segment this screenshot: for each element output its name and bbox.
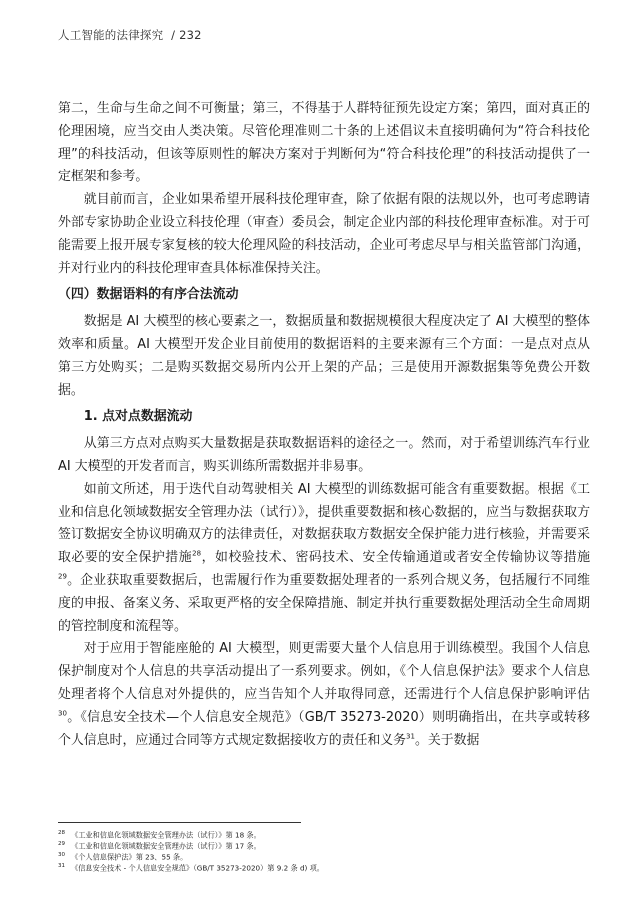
footnote-ref-29[interactable]: 29 <box>58 572 67 581</box>
footnote-ref-30[interactable]: 30 <box>58 709 67 718</box>
footnote-ref-28[interactable]: 28 <box>192 549 202 558</box>
paragraph-data-sources: 数据是 AI 大模型的核心要素之一，数据质量和数据规模很大程度决定了 AI 大模型的整体效率和质量。AI 大模型开发企业目前使用的数据语料的主要来源有三个方面：一是点对点从第三方处购买；二是购买数据交易所内公开上架的产品；三是使用开源数据集等免费公开数据。 <box>58 314 590 398</box>
paragraph-personal-info: 对于应用于智能座舱的 AI 大模型，则更需要大量个人信息用于训练模型。我国个人信息保护制度对个人信息的共享活动提出了一系列要求。例如，《个人信息保护法》要求个人信息处理者将个人信息对外提供的，应当告知个人并取得同意，还需进行个人信息保护影响评估$^{30}$。《信息安全技术—个人信息安全规范》（GB/T 35273-2020）则明确指出，在共享或转移个人信息时，应通过合同等方式规定数据接收方的责任和义务$^{31}$。关于数据 <box>58 641 590 748</box>
paragraph-ethics-review: 就目前而言，企业如果希望开展科技伦理审查，除了依据有限的法规以外，也可考虑聘请外部专家协助企业设立科技伦理（审查）委员会，制定企业内部的科技伦理审查标准。对于可能需要上报开展专家复核的较大伦理风险的科技活动，企业可考虑尽早与相关监管部门沟通，并对行业内的科技伦理审查具体标准保持关注。 <box>58 192 590 276</box>
page-number: / 232 <box>171 28 202 42</box>
section-heading: （四）数据语料的有序合法流动 <box>58 287 239 303</box>
paragraph-third-party: 从第三方点对点购买大量数据是获取数据语料的途径之一。然而，对于希望训练汽车行业 AI 大模型的开发者而言，购买训练所需数据并非易事。 <box>58 436 590 474</box>
footnote-29: $^{29}$ 《工业和信息化领域数据安全管理办法（试行）》第 17 条。 <box>58 840 261 851</box>
body-text <box>58 98 590 752</box>
footnote-30: $^{30}$ 《个人信息保护法》第 23、55 条。 <box>58 851 188 862</box>
running-header <box>58 27 202 43</box>
footnote-ref-31[interactable]: 31 <box>406 732 415 741</box>
book-title: 人工智能的法律探究 <box>58 28 164 42</box>
footnotes <box>58 829 590 873</box>
paragraph-important-data: 如前文所述，用于迭代自动驾驶相关 AI 大模型的训练数据可能含有重要数据。根据《工业和信息化领域数据安全管理办法（试行）》，提供重要数据和核心数据的，应当与数据获取方签订数据安全协议明确双方的法律责任，对数据获取方数据安全保护能力进行核验，并需要采取必要的安全保护措施$^{28}$，如校验技术、密码技术、安全传输通道或者安全传输协议等措施$^{29}$。企业获取重要数据后，也需履行作为重要数据处理者的一系列合规义务，包括履行不同维度的申报、备案义务、采取更严格的安全保障措施、制定并执行重要数据处理活动全生命周期的管控制度和流程等。 <box>58 481 591 634</box>
paragraph-continuation: 第二，生命与生命之间不可衡量；第三，不得基于人群特征预先设定方案；第四，面对真正的伦理困境，应当交由人类决策。尽管伦理准则二十条的上述倡议未直接明确何为“符合科技伦理”的科技活动，但该等原则性的解决方案对于判断何为“符合科技伦理”的科技活动提供了一定框架和参考。 <box>58 101 590 185</box>
subsection-heading: 1. 点对点数据流动 <box>83 409 193 425</box>
footnote-31: $^{31}$ 《信息安全技术 - 个人信息安全规范》（GB/T 35273-2020）第 9.2 条 d) 项。 <box>58 862 324 873</box>
footnote-divider <box>58 822 301 823</box>
footnote-28: $^{28}$ 《工业和信息化领域数据安全管理办法（试行）》第 18 条。 <box>58 830 261 840</box>
